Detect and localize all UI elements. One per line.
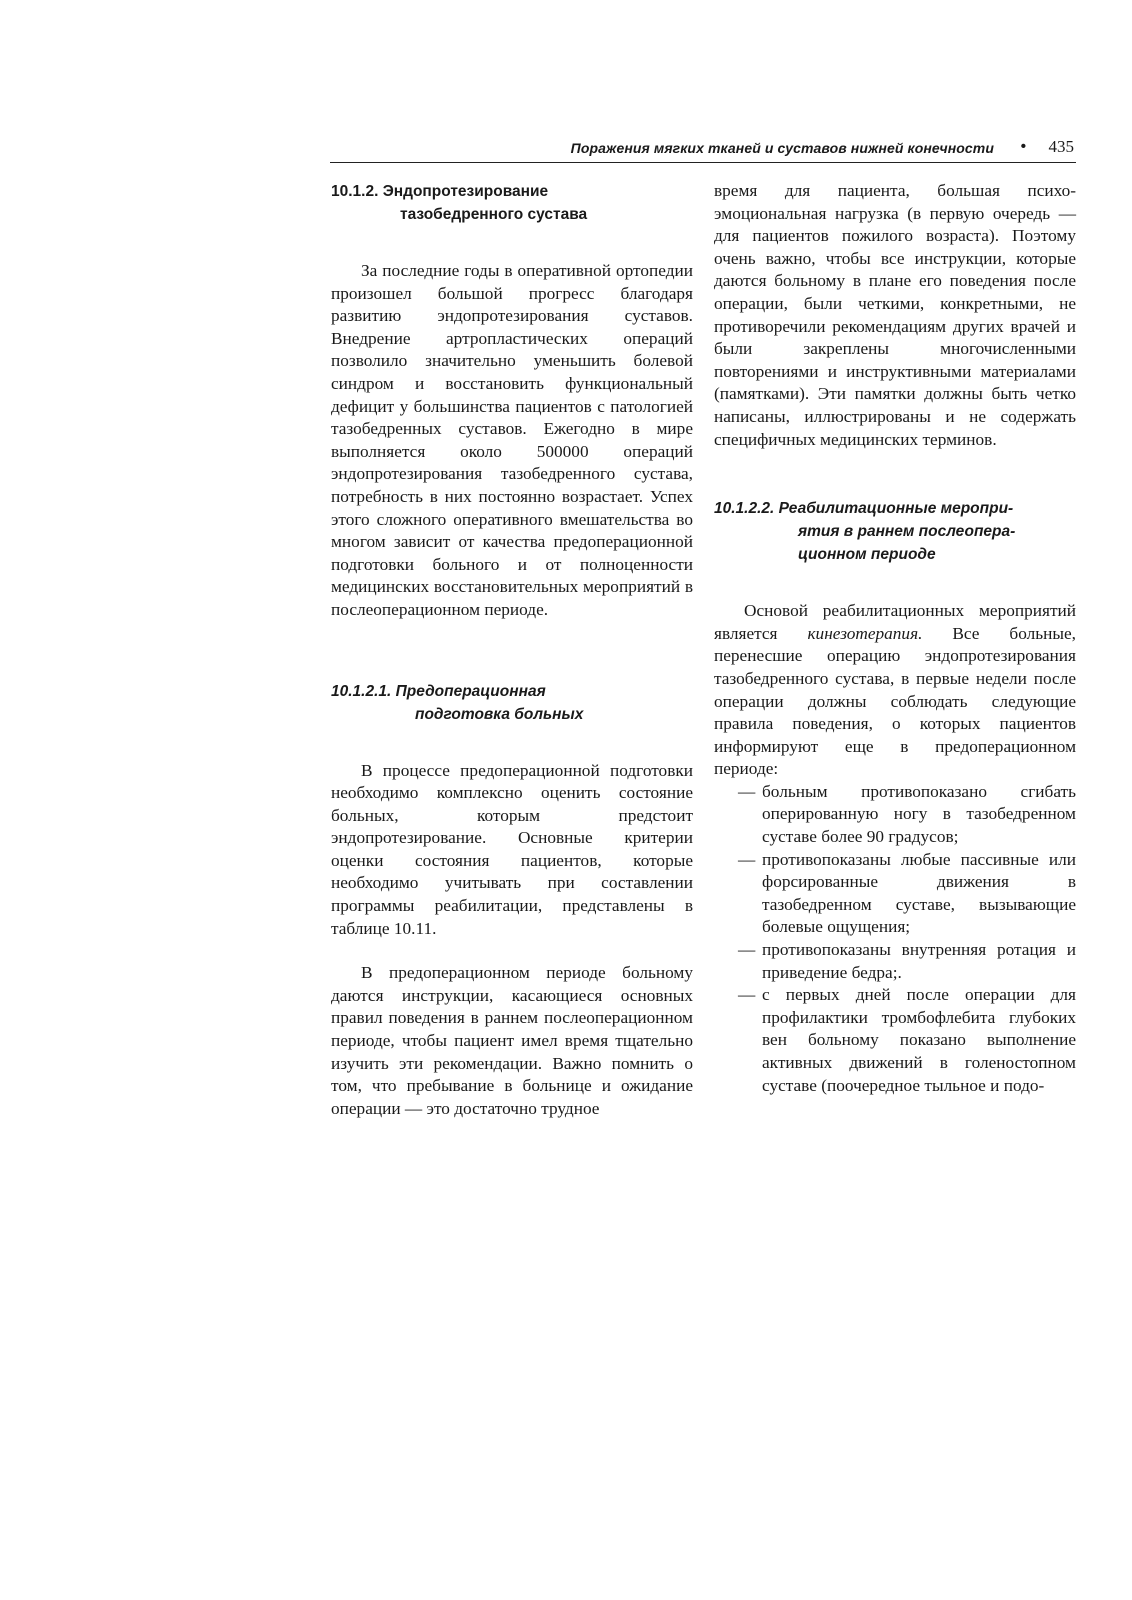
section-title-line1: Эндопротезирование	[382, 183, 549, 200]
subsection-title-line3: ционном периоде	[798, 546, 936, 564]
section-number: 10.1.2.	[331, 183, 379, 200]
subsection-heading-preop	[331, 680, 693, 726]
kinesitherapy-text-after: Все больные, перенесшие операцию эндопротезирования тазобедренного сустава, в первые недели после операции должны соблюдать следующие правила поведения, о которых пациентов информируют еще в предоперационном периоде:	[714, 623, 1076, 779]
subsection-number: 10.1.2.1.	[331, 682, 392, 700]
list-item-text: больным противопоказано сгибать оперированную ногу в тазобедренном суставе более 90 градусов;	[762, 781, 1076, 847]
right-column	[714, 180, 1076, 1097]
kinesitherapy-text-before: Основой реабилитационных мероприятий является	[714, 601, 1076, 643]
list-item	[714, 939, 1076, 984]
running-head-bullet: •	[1020, 138, 1026, 155]
running-head	[330, 138, 1076, 163]
paragraph-preop-instructions: В предоперационном периоде больному даются инструкции, касающиеся основных правил поведения в раннем послеоперационном периоде, чтобы пациент имел время тщательно изучить эти рекомендации. Важно помнить о том, что пребывание в больнице и ожидание операции — это достаточно трудное	[331, 963, 693, 1118]
list-item-text: с первых дней после операции для профилактики тромбофлебита глубоких вен больному показано выполнение активных движений в голеностопном суставе (поочередное тыльное и подо-	[762, 985, 1076, 1095]
page-number: 435	[1048, 137, 1074, 156]
list-item-text: противопоказаны внутренняя ротация и приведение бедра;.	[762, 940, 1076, 982]
running-head-title: Поражения мягких тканей и суставов нижней конечности	[570, 140, 994, 156]
paragraph-intro: За последние годы в оперативной ортопедии произошел большой прогресс благодаря развитию эндопротезирования суставов. Внедрение артропластических операций позволило значительно уменьшить болевой синдром и восстановить функциональный дефицит у большинства пациентов с патологией тазобедренных суставов. Ежегодно в мире выполняется около 500000 операций эндопротезирования тазобедренного сустава, потребность в них постоянно возрастает. Успех этого сложного оперативного вмешательства во многом зависит от качества предоперационной подготовки больного и от полноценности медицинских восстановительных мероприятий в послеоперационном периоде.	[331, 261, 693, 619]
subsection-number: 10.1.2.2.	[714, 500, 775, 518]
list-item	[714, 781, 1076, 849]
rules-list	[714, 781, 1076, 1097]
list-item-text: противопоказаны любые пассивные или форсированные движения в тазобедренном суставе, вызывающие болевые ощущения;	[762, 849, 1076, 937]
left-column	[331, 180, 693, 1120]
subsection-heading-rehab	[714, 497, 1076, 566]
subsection-title-line2: подготовка больных	[415, 705, 584, 723]
list-item	[714, 849, 1076, 939]
paragraph-preop-assessment: В процессе предоперационной подготовки необходимо комплексно оценить состояние больных, которым предстоит эндопротезирование. Основные критерии оценки состояния пациентов, которые необходимо учитывать при составлении программы реабилитации, представлены в таблице 10.11.	[331, 760, 693, 938]
dash-marker: —	[738, 849, 756, 869]
list-item	[714, 984, 1076, 1097]
dash-marker: —	[738, 940, 756, 960]
paragraph-kinesitherapy	[714, 600, 1076, 781]
section-heading	[331, 180, 693, 226]
dash-marker: —	[738, 985, 756, 1005]
subsection-title-line1: Реабилитационные меропри-	[778, 500, 1014, 518]
kinesitherapy-term: кинезотерапия.	[807, 623, 923, 643]
paragraph-continued: время для пациента, большая психо-эмоциональная нагрузка (в первую очередь — для пациентов пожилого возраста). Поэтому очень важно, чтобы все инструкции, которые даются больному в плане его поведения после операции, были четкими, конкретными, не противоречили рекомендациям других врачей и были закреплены многочисленными повторениями и инструктивными материалами (памятками). Эти памятки должны быть четко написаны, иллюстрированы и не содержать специфичных медицинских терминов.	[714, 181, 1076, 449]
subsection-title-line2: ятия в раннем послеопера-	[798, 523, 1016, 541]
section-title-line2: тазобедренного сустава	[400, 206, 588, 223]
dash-marker: —	[738, 781, 756, 801]
subsection-title-line1: Предоперационная	[395, 682, 546, 700]
